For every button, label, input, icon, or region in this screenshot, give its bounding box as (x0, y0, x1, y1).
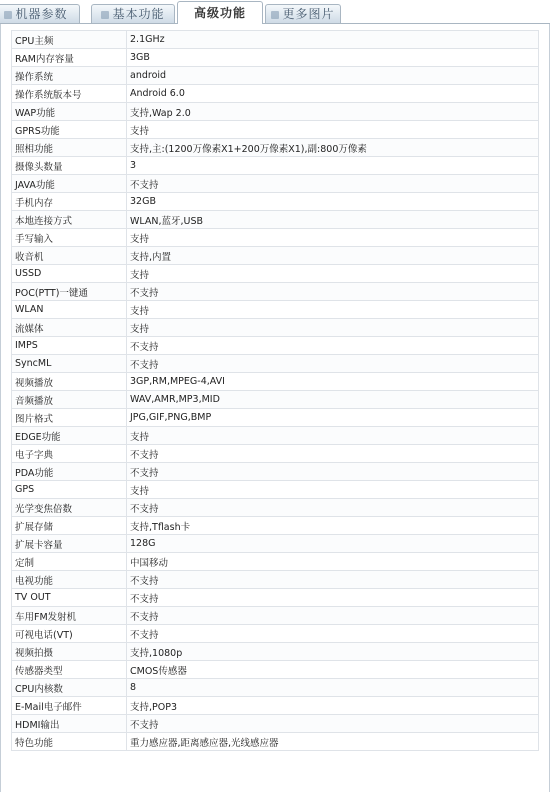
spec-value: 3GB (127, 49, 539, 67)
spec-label: 流媒体 (12, 319, 127, 337)
spec-value: 支持 (127, 121, 539, 139)
spec-value: JPG,GIF,PNG,BMP (127, 409, 539, 427)
spec-value: 中国移动 (127, 553, 539, 571)
spec-row (12, 535, 539, 553)
tab-icon (101, 11, 109, 19)
spec-value: 3GP,RM,MPEG-4,AVI (127, 373, 539, 391)
spec-value: 不支持 (127, 607, 539, 625)
spec-label: HDMI输出 (12, 715, 127, 733)
spec-label: 操作系统 (12, 67, 127, 85)
spec-label: POC(PTT)一键通 (12, 283, 127, 301)
spec-label: E-Mail电子邮件 (12, 697, 127, 715)
spec-label: 照相功能 (12, 139, 127, 157)
spec-value: 支持 (127, 481, 539, 499)
spec-label: 电视功能 (12, 571, 127, 589)
spec-value: 支持 (127, 265, 539, 283)
spec-value: 不支持 (127, 445, 539, 463)
spec-row (12, 607, 539, 625)
spec-row (12, 283, 539, 301)
tab-label: 更多图片 (282, 7, 335, 21)
spec-value: WLAN,蓝牙,USB (127, 211, 539, 229)
tab-label: 高级功能 (193, 6, 246, 20)
spec-label: 摄像头数量 (12, 157, 127, 175)
spec-row (12, 409, 539, 427)
spec-row (12, 463, 539, 481)
spec-label: CPU内核数 (12, 679, 127, 697)
spec-row (12, 85, 539, 103)
spec-row (12, 211, 539, 229)
spec-row (12, 175, 539, 193)
spec-value: 支持,主:(1200万像素X1+200万像素X1),副:800万像素 (127, 139, 539, 157)
spec-label: 手写输入 (12, 229, 127, 247)
spec-label: GPS (12, 481, 127, 499)
spec-label: RAM内存容量 (12, 49, 127, 67)
spec-row (12, 427, 539, 445)
spec-value: 不支持 (127, 175, 539, 193)
spec-row (12, 571, 539, 589)
spec-value: android (127, 67, 539, 85)
spec-label: PDA功能 (12, 463, 127, 481)
spec-value: 32GB (127, 193, 539, 211)
spec-value: 8 (127, 679, 539, 697)
spec-label: 车用FM发射机 (12, 607, 127, 625)
spec-value: 不支持 (127, 625, 539, 643)
spec-row (12, 265, 539, 283)
spec-label: 视频拍摄 (12, 643, 127, 661)
spec-label: 可视电话(VT) (12, 625, 127, 643)
spec-row (12, 229, 539, 247)
spec-value: 不支持 (127, 355, 539, 373)
spec-value: 2.1GHz (127, 31, 539, 49)
spec-value: 不支持 (127, 715, 539, 733)
spec-value: 128G (127, 535, 539, 553)
spec-value: Android 6.0 (127, 85, 539, 103)
spec-row (12, 625, 539, 643)
spec-label: 手机内存 (12, 193, 127, 211)
spec-row (12, 679, 539, 697)
spec-table-body (12, 31, 539, 751)
spec-row (12, 445, 539, 463)
spec-value: 支持 (127, 229, 539, 247)
spec-value: 3 (127, 157, 539, 175)
spec-value: 支持,POP3 (127, 697, 539, 715)
spec-label: GPRS功能 (12, 121, 127, 139)
spec-row (12, 355, 539, 373)
spec-label: SyncML (12, 355, 127, 373)
spec-row (12, 661, 539, 679)
spec-row (12, 373, 539, 391)
spec-label: 操作系统版本号 (12, 85, 127, 103)
spec-row (12, 715, 539, 733)
tab-advanced-functions[interactable] (177, 1, 263, 24)
spec-label: JAVA功能 (12, 175, 127, 193)
spec-row (12, 193, 539, 211)
spec-row (12, 553, 539, 571)
tab-basic-functions[interactable] (91, 4, 175, 23)
spec-label: 传感器类型 (12, 661, 127, 679)
spec-value: 支持,Tflash卡 (127, 517, 539, 535)
spec-row (12, 157, 539, 175)
spec-row (12, 319, 539, 337)
spec-value: 不支持 (127, 589, 539, 607)
tab-more-pictures[interactable] (265, 4, 341, 23)
spec-label: 视频播放 (12, 373, 127, 391)
spec-label: 收音机 (12, 247, 127, 265)
spec-value: 支持 (127, 319, 539, 337)
tab-label: 机器参数 (15, 7, 68, 21)
spec-label: TV OUT (12, 589, 127, 607)
spec-row (12, 499, 539, 517)
spec-label: EDGE功能 (12, 427, 127, 445)
spec-row (12, 121, 539, 139)
spec-row (12, 517, 539, 535)
spec-label: WLAN (12, 301, 127, 319)
spec-label: 扩展存储 (12, 517, 127, 535)
tab-icon (271, 11, 279, 19)
tab-label: 基本功能 (112, 7, 165, 21)
tab-icon (4, 11, 12, 19)
spec-value: 不支持 (127, 337, 539, 355)
spec-value: 支持,1080p (127, 643, 539, 661)
spec-value: 支持,内置 (127, 247, 539, 265)
spec-row (12, 49, 539, 67)
spec-row (12, 391, 539, 409)
spec-row (12, 31, 539, 49)
spec-value: 支持 (127, 427, 539, 445)
spec-row (12, 481, 539, 499)
spec-row (12, 643, 539, 661)
spec-row (12, 139, 539, 157)
spec-row (12, 247, 539, 265)
spec-value: 不支持 (127, 463, 539, 481)
spec-label: 图片格式 (12, 409, 127, 427)
spec-label: CPU主频 (12, 31, 127, 49)
spec-value: 不支持 (127, 499, 539, 517)
spec-value: CMOS传感器 (127, 661, 539, 679)
spec-value: 不支持 (127, 571, 539, 589)
spec-value: WAV,AMR,MP3,MID (127, 391, 539, 409)
spec-value: 支持 (127, 301, 539, 319)
spec-label: 光学变焦倍数 (12, 499, 127, 517)
tab-machine-params[interactable] (0, 4, 80, 23)
spec-row (12, 589, 539, 607)
spec-row (12, 697, 539, 715)
spec-value: 支持,Wap 2.0 (127, 103, 539, 121)
spec-label: 特色功能 (12, 733, 127, 751)
spec-row (12, 337, 539, 355)
spec-panel (0, 24, 550, 792)
spec-label: 音频播放 (12, 391, 127, 409)
tab-bar (0, 0, 550, 24)
spec-label: WAP功能 (12, 103, 127, 121)
spec-value: 不支持 (127, 283, 539, 301)
spec-row (12, 301, 539, 319)
spec-label: 本地连接方式 (12, 211, 127, 229)
spec-row (12, 103, 539, 121)
spec-label: 扩展卡容量 (12, 535, 127, 553)
spec-table (11, 30, 539, 751)
spec-label: 电子字典 (12, 445, 127, 463)
spec-row (12, 733, 539, 751)
spec-row (12, 67, 539, 85)
spec-value: 重力感应器,距离感应器,光线感应器 (127, 733, 539, 751)
spec-label: USSD (12, 265, 127, 283)
spec-label: 定制 (12, 553, 127, 571)
spec-label: IMPS (12, 337, 127, 355)
